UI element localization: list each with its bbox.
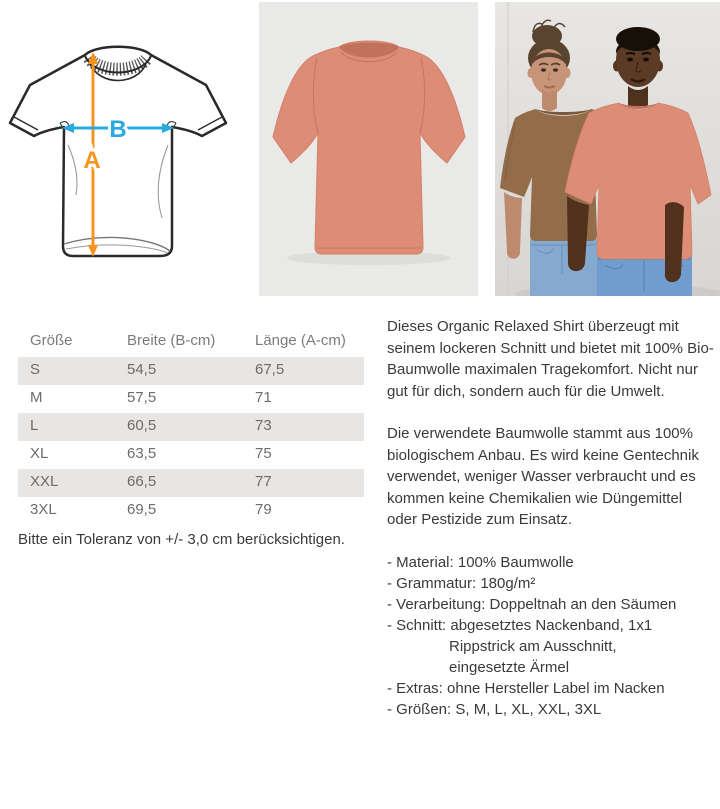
models-illustration [495,2,720,296]
man-left-arm [665,202,684,282]
flat-lay-shirt-photo[interactable] [259,2,478,296]
detail-line: Rippstrick am Ausschnitt, [449,637,617,655]
table-row [18,441,364,469]
cell-size: M [30,389,43,406]
product-details-list [387,552,714,720]
cell-length: 73 [255,417,272,434]
table-row [18,497,364,525]
table-header-row [18,330,364,357]
cell-size: S [30,361,41,378]
detail-line: - Verarbeitung: Doppeltnah an den Säumen [387,595,677,613]
cell-width: 66,5 [127,473,157,490]
size-diagram [0,0,259,300]
table-row [18,469,364,497]
cell-size: XXL [30,473,59,490]
length-label: A [83,147,101,174]
size-diagram-illustration [0,0,259,300]
table-row [18,357,364,385]
tolerance-note: Bitte ein Toleranz von +/- 3,0 cm berücksichtigen. [18,531,345,548]
size-table [18,330,364,525]
models-photo[interactable] [495,2,720,296]
column-header-size: Größe [30,332,73,349]
column-header-length: Länge (A-cm) [255,332,346,349]
cell-length: 79 [255,501,272,518]
cell-width: 54,5 [127,361,157,378]
cell-length: 67,5 [255,361,285,378]
cell-width: 69,5 [127,501,157,518]
cell-length: 75 [255,445,272,462]
table-row [18,413,364,441]
tshirt-outline [10,47,226,256]
cell-length: 71 [255,389,272,406]
cell-width: 57,5 [127,389,157,406]
table-row [18,385,364,413]
detail-line: eingesetzte Ärmel [449,658,570,676]
cell-size: XL [30,445,49,462]
description-paragraph: Die verwendete Baumwolle stammt aus 100% biologischem Anbau. Es wird keine Gentechnik verwendet, weniger Wasser verbraucht und es kommen keine Chemikalien wie Düngemittel oder Pestizide zum Einsatz. [387,425,699,528]
detail-line: - Schnitt: abgesetztes Nackenband, 1x1 [387,616,653,634]
woman-jeans [530,239,597,296]
description-paragraph: Dieses Organic Relaxed Shirt überzeugt mit seinem lockeren Schnitt und bietet mit 100% Bio-Baumwolle maximalen Tragekomfort. Nicht nur gut für dich, sondern auch für die Umwelt. [387,318,714,400]
cell-width: 63,5 [127,445,157,462]
detail-line: - Material: 100% Baumwolle [387,553,574,571]
cell-size: 3XL [30,501,57,518]
detail-line: - Extras: ohne Hersteller Label im Nacken [387,679,665,697]
cell-length: 77 [255,473,272,490]
cell-size: L [30,417,39,434]
detail-line: - Grammatur: 180g/m² [387,574,536,592]
detail-line: - Größen: S, M, L, XL, XXL, 3XL [387,700,602,718]
flat-lay-shirt-illustration [259,2,478,296]
cell-width: 60,5 [127,417,157,434]
product-description [387,316,714,720]
column-header-width: Breite (B-cm) [127,332,216,349]
width-label: B [109,116,127,143]
